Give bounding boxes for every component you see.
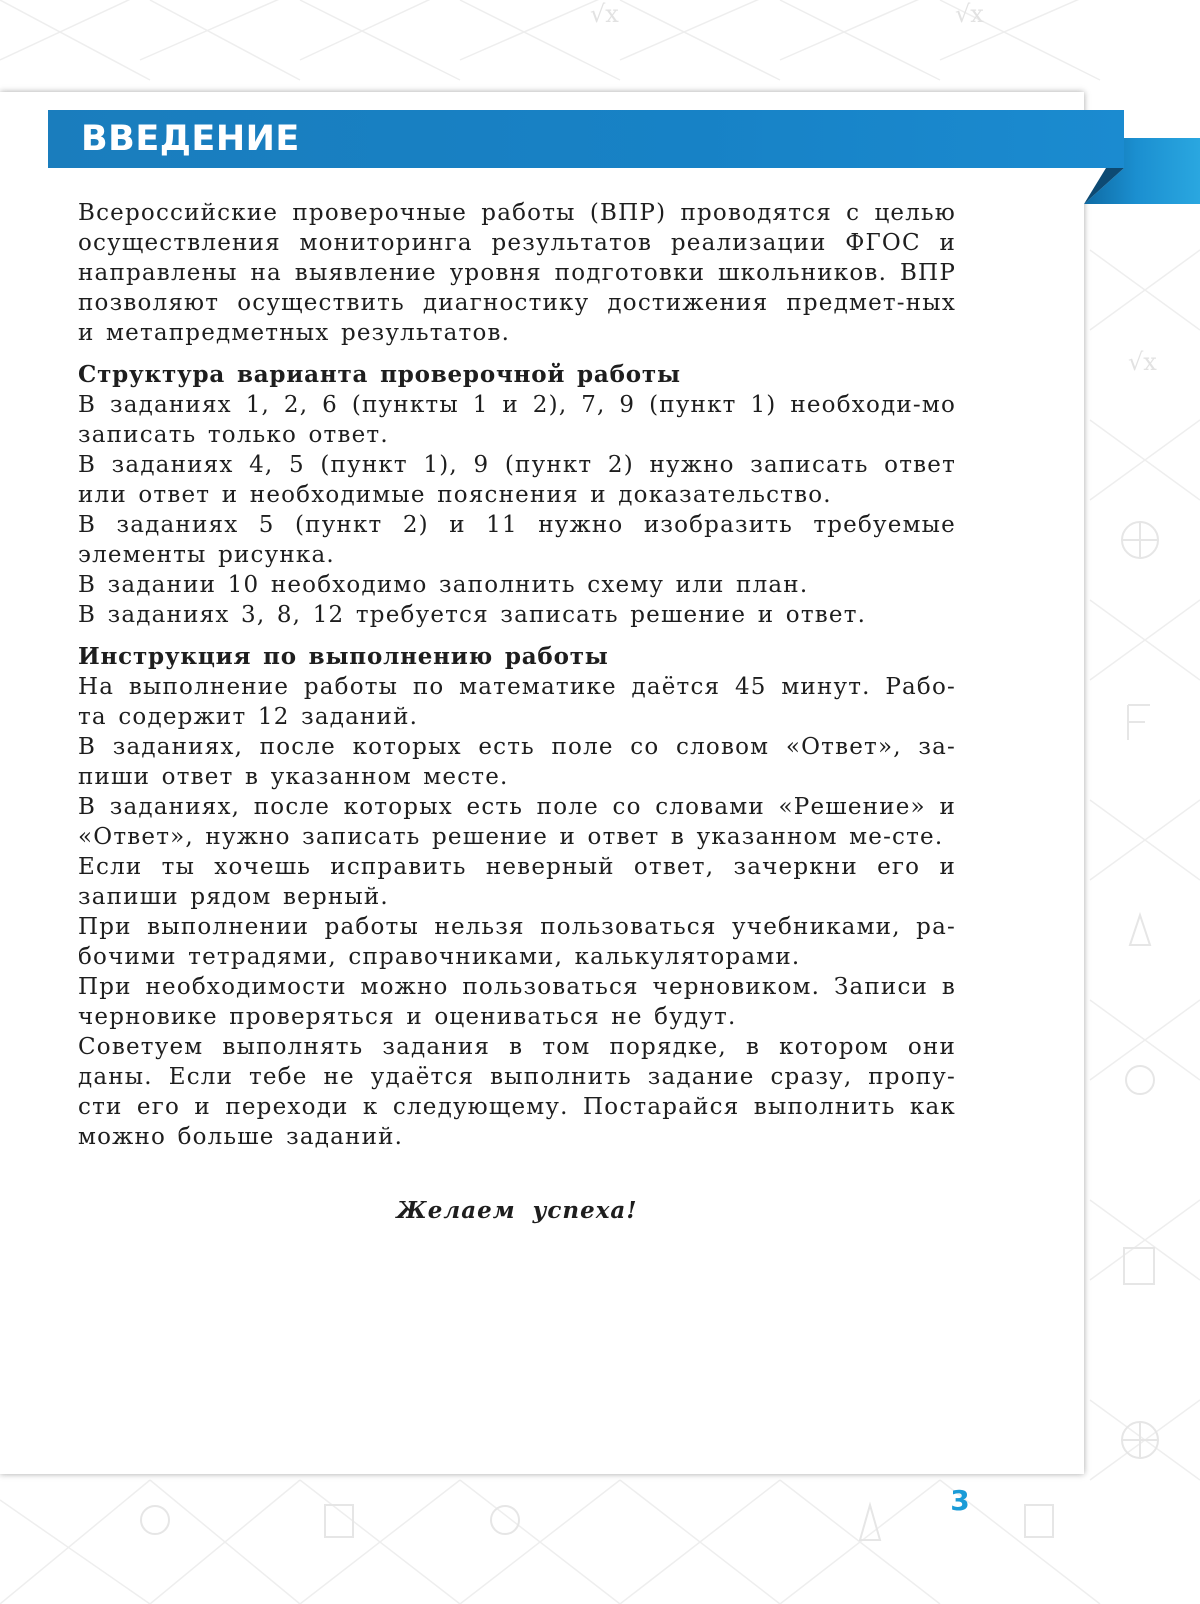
document-body bbox=[78, 198, 956, 1152]
instructions-paragraph: В заданиях, после которых есть поле со словами «Решение» и «Ответ», нужно записать решение и ответ в указанном ме-сте. bbox=[78, 794, 956, 850]
svg-text:√x: √x bbox=[955, 0, 984, 28]
section-header bbox=[48, 110, 1124, 168]
instructions-paragraph: При выполнении работы нельзя пользоваться учебниками, ра-бочими тетрадями, справочниками, калькуляторами. bbox=[78, 914, 956, 970]
structure-paragraph: В заданиях 4, 5 (пункт 1), 9 (пункт 2) нужно записать ответ или ответ и необходимые пояснения и доказательство. bbox=[78, 452, 956, 508]
intro-paragraph: Всероссийские проверочные работы (ВПР) проводятся с целью осуществления мониторинга результатов реализации ФГОС и направлены на выявление уровня подготовки школьников. ВПР позволяют осуществить диагностику достижения предмет-ных и метапредметных результатов. bbox=[78, 200, 956, 346]
page-number: 3 bbox=[950, 1484, 970, 1517]
instructions-paragraph: На выполнение работы по математике даётся 45 минут. Рабо-та содержит 12 заданий. bbox=[78, 674, 956, 730]
svg-text:√x: √x bbox=[1128, 348, 1157, 376]
structure-paragraph: В задании 10 необходимо заполнить схему или план. bbox=[78, 572, 809, 598]
structure-heading: Структура варианта проверочной работы bbox=[78, 361, 681, 388]
closing-wish: Желаем успеха! bbox=[396, 1197, 638, 1224]
instructions-heading: Инструкция по выполнению работы bbox=[78, 643, 609, 670]
ribbon-fold bbox=[1084, 168, 1124, 204]
page-title: ВВЕДЕНИЕ bbox=[81, 119, 300, 159]
instructions-paragraph: В заданиях, после которых есть поле со словом «Ответ», за-пиши ответ в указанном месте. bbox=[78, 734, 956, 790]
structure-paragraph: В заданиях 1, 2, 6 (пункты 1 и 2), 7, 9 (пункт 1) необходи-мо записать только ответ. bbox=[78, 392, 956, 448]
instructions-paragraph: Если ты хочешь исправить неверный ответ, зачеркни его и запиши рядом верный. bbox=[78, 854, 956, 910]
instructions-paragraph: При необходимости можно пользоваться черновиком. Записи в черновике проверяться и оцениваться не будут. bbox=[78, 974, 956, 1030]
svg-text:√x: √x bbox=[590, 0, 619, 28]
structure-paragraph: В заданиях 3, 8, 12 требуется записать решение и ответ. bbox=[78, 602, 867, 628]
structure-paragraph: В заданиях 5 (пункт 2) и 11 нужно изобразить требуемые элементы рисунка. bbox=[78, 512, 956, 568]
instructions-paragraph: Советуем выполнять задания в том порядке, в котором они даны. Если тебе не удаётся выполнить задание сразу, пропу-сти его и переходи к следующему. Постарайся выполнить как можно больше заданий. bbox=[78, 1034, 956, 1150]
